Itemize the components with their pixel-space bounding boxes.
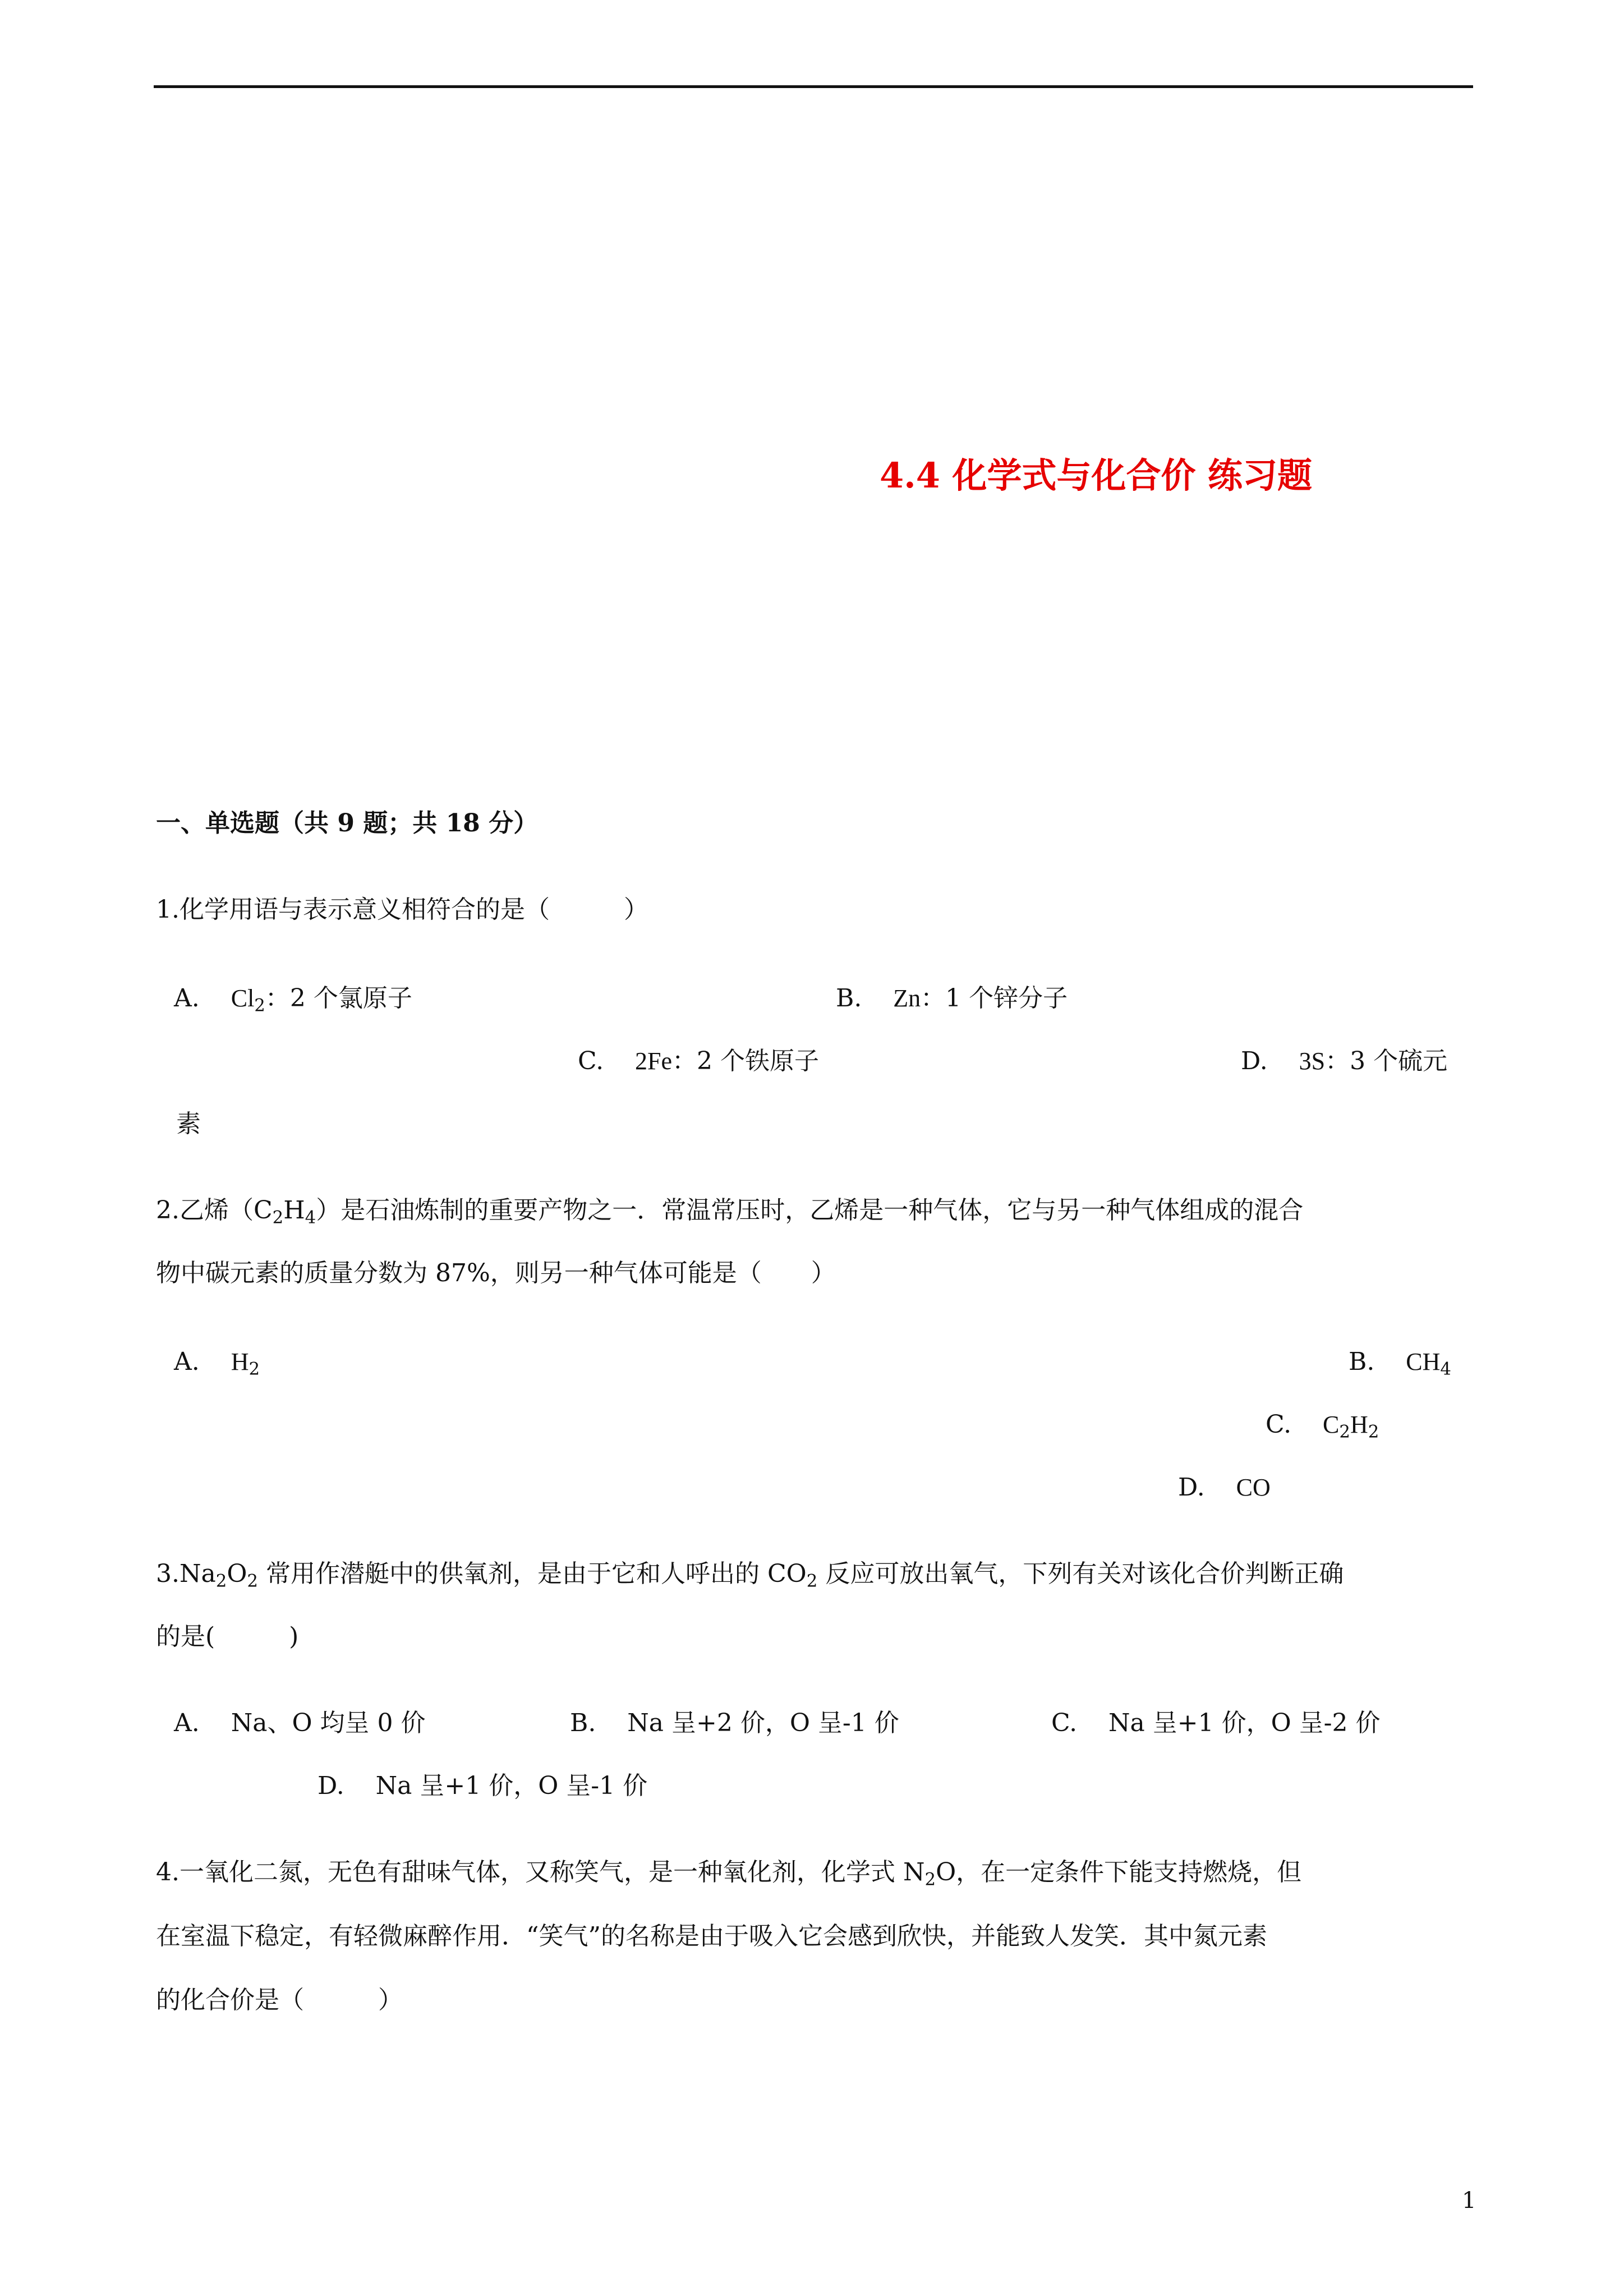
option-text: ：2 个氯原子: [265, 984, 412, 1013]
q3-option-b: [570, 1708, 899, 1739]
option-letter: C.: [1266, 1410, 1292, 1439]
header-rule: [154, 85, 1473, 88]
formula-subscript: 2: [249, 1359, 260, 1379]
stem-text: 3.Na: [156, 1559, 216, 1588]
option-text: Na 呈+1 价，O 呈-2 价: [1108, 1709, 1381, 1737]
q3-option-a: [174, 1708, 425, 1739]
question-4-line-2: 在室温下稳定，有轻微麻醉作用．“笑气”的名称是由于吸入它会感到欣快，并能致人发笑．其中氮元素: [156, 1922, 1267, 1950]
formula-subscript: 2: [924, 1869, 936, 1890]
option-text: Na 呈+1 价，O 呈-1 价: [375, 1772, 648, 1800]
question-4-line-3: 的化合价是（ ）: [156, 1986, 403, 2014]
formula: CH: [1406, 1348, 1441, 1375]
stem-text: ）是石油炼制的重要产物之一．常温常压时，乙烯是一种气体，它与另一种气体组成的混合: [316, 1196, 1304, 1225]
formula: 3S: [1299, 1047, 1326, 1075]
stem-text: 常用作潜艇中的供氧剂，是由于它和人呼出的 CO: [258, 1559, 807, 1588]
page-title: 4.4 化学式与化合价 练习题: [880, 455, 1313, 496]
option-letter: D.: [1241, 1047, 1268, 1075]
question-1-stem: 1.化学用语与表示意义相符合的是（ ）: [156, 895, 648, 924]
formula: C: [1323, 1411, 1340, 1438]
option-letter: C.: [578, 1047, 604, 1075]
option-text: Na、O 均呈 0 价: [231, 1709, 426, 1737]
formula: H: [231, 1348, 249, 1375]
formula-subscript: 2: [806, 1571, 818, 1591]
q1-option-d-wrap: 素: [176, 1110, 201, 1138]
option-text: ：3 个硫元: [1325, 1047, 1448, 1075]
formula-subscript: 2: [254, 995, 265, 1016]
q1-option-a: [174, 983, 412, 1014]
option-letter: B.: [836, 984, 862, 1013]
q1-option-c: [578, 1046, 819, 1077]
formula: H: [1350, 1411, 1368, 1438]
q2-option-d: [1178, 1472, 1271, 1503]
formula-subscript: 4: [1440, 1359, 1452, 1379]
question-3-line-1: [156, 1558, 1344, 1590]
formula: 2Fe: [635, 1047, 673, 1075]
stem-text: O: [227, 1559, 247, 1588]
q2-option-a: [174, 1346, 260, 1378]
option-text: Na 呈+2 价，O 呈-1 价: [627, 1709, 899, 1737]
formula-subscript: 2: [1368, 1421, 1379, 1442]
formula-subscript: 2: [272, 1207, 284, 1228]
formula: Zn: [893, 984, 921, 1012]
q2-option-c: [1266, 1409, 1379, 1441]
stem-text: 2.乙烯（C: [156, 1196, 273, 1225]
option-letter: B.: [1349, 1347, 1375, 1376]
question-4-line-1: [156, 1857, 1301, 1888]
formula-subscript: 2: [247, 1571, 259, 1591]
option-text: ：2 个铁原子: [672, 1047, 820, 1075]
page-number: 1: [1462, 2188, 1476, 2214]
option-letter: D.: [318, 1772, 344, 1800]
option-letter: A.: [174, 984, 200, 1013]
q1-option-b: [836, 983, 1068, 1014]
question-3-line-2: 的是( ): [156, 1622, 299, 1651]
formula-subscript: 2: [1339, 1421, 1351, 1442]
option-letter: A.: [174, 1709, 200, 1737]
option-letter: D.: [1178, 1473, 1205, 1502]
formula: CO: [1236, 1474, 1271, 1501]
formula-subscript: 4: [305, 1207, 316, 1228]
option-letter: C.: [1051, 1709, 1078, 1737]
option-text: ：1 个锌分子: [921, 984, 1068, 1013]
option-letter: A.: [174, 1347, 200, 1376]
section-heading: 一、单选题（共 9 题；共 18 分）: [156, 809, 539, 838]
q2-option-b: [1349, 1346, 1451, 1378]
q3-option-c: [1051, 1708, 1381, 1739]
option-letter: B.: [570, 1709, 596, 1737]
question-2-line-2: 物中碳元素的质量分数为 87%，则另一种气体可能是（ ）: [156, 1259, 836, 1287]
formula: Cl: [231, 984, 255, 1012]
q1-option-d: [1241, 1046, 1447, 1077]
stem-text: O，在一定条件下能支持燃烧，但: [936, 1858, 1302, 1887]
formula-subscript: 2: [215, 1571, 227, 1591]
stem-text: H: [283, 1196, 305, 1225]
stem-text: 反应可放出氧气，下列有关对该化合价判断正确: [817, 1559, 1344, 1588]
q3-option-d: [318, 1770, 647, 1802]
stem-text: 4.一氧化二氮，无色有甜味气体，又称笑气，是一种氧化剂，化学式 N: [156, 1858, 925, 1887]
question-2-line-1: [156, 1195, 1303, 1226]
